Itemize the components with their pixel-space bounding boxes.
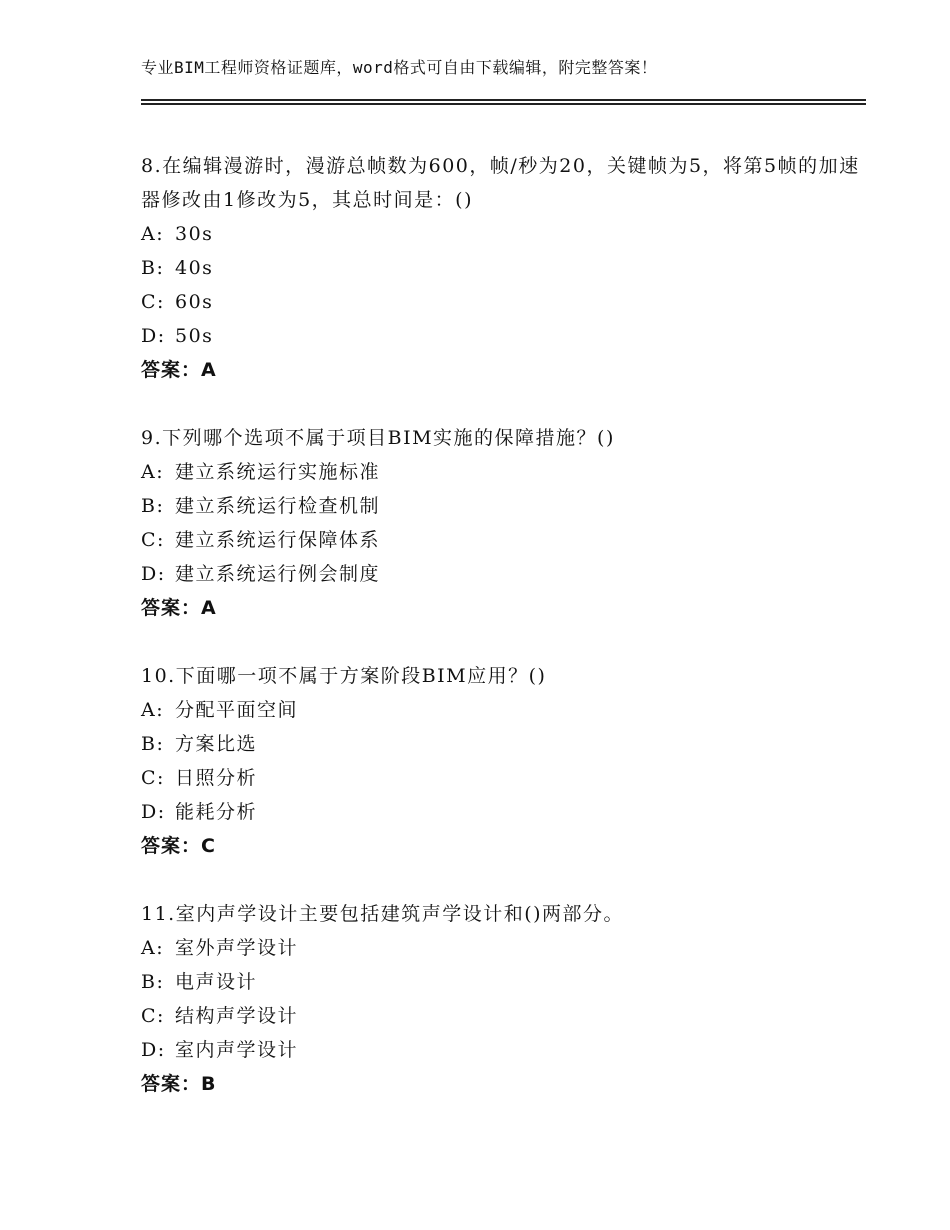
option-text: 建立系统运行例会制度 (175, 563, 381, 585)
option-key: A: (141, 699, 165, 721)
option-key: C: (141, 1005, 165, 1027)
option-text: 室内声学设计 (175, 1039, 299, 1061)
answer-line: 答案：B (141, 1073, 217, 1095)
option-text: 结构声学设计 (175, 1005, 299, 1027)
question-8 (141, 149, 866, 387)
option-key: C: (141, 767, 165, 789)
option-key: D: (141, 325, 166, 347)
option-a (141, 217, 866, 251)
answer-line: 答案：C (141, 835, 216, 857)
option-b (141, 727, 866, 761)
question-text: 8.在编辑漫游时，漫游总帧数为600，帧/秒为20，关键帧为5，将第5帧的加速器修改由1修改为5，其总时间是：() (141, 155, 860, 211)
option-b (141, 489, 866, 523)
option-key: D: (141, 1039, 166, 1061)
option-key: C: (141, 529, 165, 551)
question-list (141, 149, 866, 1135)
question-10 (141, 659, 866, 863)
question-11 (141, 897, 866, 1101)
option-a (141, 455, 866, 489)
option-a (141, 931, 866, 965)
page-header: 专业BIM工程师资格证题库，word格式可自由下载编辑，附完整答案！ (141, 58, 658, 77)
question-text: 10.下面哪一项不属于方案阶段BIM应用？() (141, 665, 547, 687)
option-c (141, 523, 866, 557)
option-text: 分配平面空间 (175, 699, 299, 721)
option-d (141, 1033, 866, 1067)
option-d (141, 557, 866, 591)
option-text: 电声设计 (175, 971, 258, 993)
option-text: 室外声学设计 (175, 937, 299, 959)
option-text: 建立系统运行保障体系 (175, 529, 381, 551)
question-9 (141, 421, 866, 625)
option-key: A: (141, 223, 165, 245)
option-text: 50s (175, 325, 214, 347)
option-text: 能耗分析 (175, 801, 258, 823)
header-divider-top (141, 99, 866, 101)
answer-line: 答案：A (141, 359, 217, 381)
option-a (141, 693, 866, 727)
option-b (141, 965, 866, 999)
option-text: 40s (175, 257, 214, 279)
option-key: C: (141, 291, 165, 313)
question-text: 11.室内声学设计主要包括建筑声学设计和()两部分。 (141, 903, 625, 925)
option-d (141, 319, 866, 353)
answer-line: 答案：A (141, 597, 217, 619)
option-c (141, 999, 866, 1033)
header-divider-bottom (141, 103, 866, 105)
option-text: 30s (175, 223, 214, 245)
option-key: B: (141, 971, 165, 993)
option-c (141, 285, 866, 319)
option-text: 建立系统运行检查机制 (175, 495, 381, 517)
option-key: B: (141, 495, 165, 517)
option-c (141, 761, 866, 795)
option-key: A: (141, 461, 165, 483)
option-d (141, 795, 866, 829)
question-text: 9.下列哪个选项不属于项目BIM实施的保障措施？() (141, 427, 615, 449)
option-text: 方案比选 (175, 733, 258, 755)
option-key: B: (141, 733, 165, 755)
option-text: 60s (175, 291, 214, 313)
option-text: 日照分析 (175, 767, 258, 789)
option-b (141, 251, 866, 285)
option-key: D: (141, 801, 166, 823)
option-key: A: (141, 937, 165, 959)
option-key: D: (141, 563, 166, 585)
option-key: B: (141, 257, 165, 279)
option-text: 建立系统运行实施标准 (175, 461, 381, 483)
